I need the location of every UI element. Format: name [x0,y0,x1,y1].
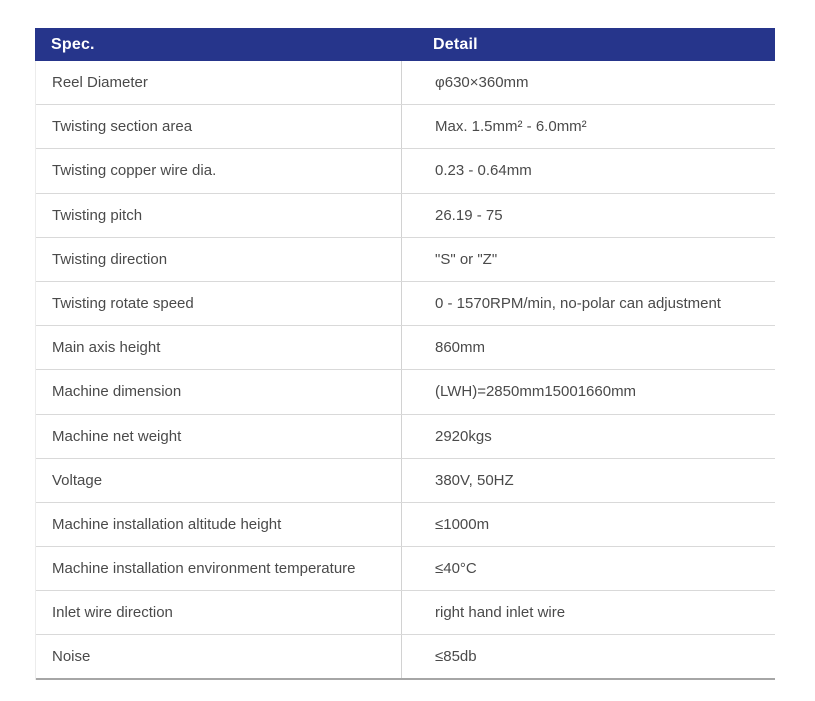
table-row [36,503,775,547]
detail-cell: 0.23 - 0.64mm [401,149,775,192]
table-row [36,282,775,326]
table-body [35,61,775,680]
spec-cell: Machine installation altitude height [52,515,282,533]
spec-cell: Machine net weight [52,427,182,445]
table-row [36,635,775,679]
detail-cell: ≤85db [401,635,775,677]
detail-cell: 380V, 50HZ [401,459,775,502]
header-cell-detail: Detail [433,35,478,53]
detail-cell: "S" or "Z" [401,238,775,281]
table-row [36,105,775,149]
spec-cell: Twisting direction [52,250,168,268]
detail-cell: 2920kgs [401,415,775,458]
detail-cell: Max. 1.5mm² - 6.0mm² [401,105,775,148]
table-row [36,326,775,370]
spec-cell: Noise [52,648,91,666]
table-row [36,547,775,591]
table-row [36,370,775,414]
table-row [36,591,775,635]
spec-cell: Voltage [52,471,103,489]
detail-cell: 26.19 - 75 [401,194,775,237]
table-header-row [35,28,775,61]
spec-cell: Twisting section area [52,118,193,136]
table-row [36,459,775,503]
table-row [36,61,775,105]
spec-cell: Machine dimension [52,383,182,401]
table-row [36,194,775,238]
header-cell-spec: Spec. [51,35,95,53]
table-row [36,415,775,459]
spec-cell: Machine installation environment temperature [52,560,356,578]
spec-cell: Inlet wire direction [52,604,173,622]
spec-cell: Twisting pitch [52,206,143,224]
spec-cell: Twisting copper wire dia. [52,162,217,180]
table-row [36,238,775,282]
spec-cell: Main axis height [52,339,161,357]
detail-cell: right hand inlet wire [401,591,775,634]
spec-cell: Twisting rotate speed [52,295,194,313]
detail-cell: φ630×360mm [401,61,775,104]
spec-table [35,28,775,680]
detail-cell: 860mm [401,326,775,369]
detail-cell: ≤1000m [401,503,775,546]
table-row [36,149,775,193]
detail-cell: (LWH)=2850mm15001660mm [401,370,775,413]
detail-cell: ≤40°C [401,547,775,590]
detail-cell: 0 - 1570RPM/min, no-polar can adjustment [401,282,775,325]
spec-cell: Reel Diameter [52,74,148,92]
